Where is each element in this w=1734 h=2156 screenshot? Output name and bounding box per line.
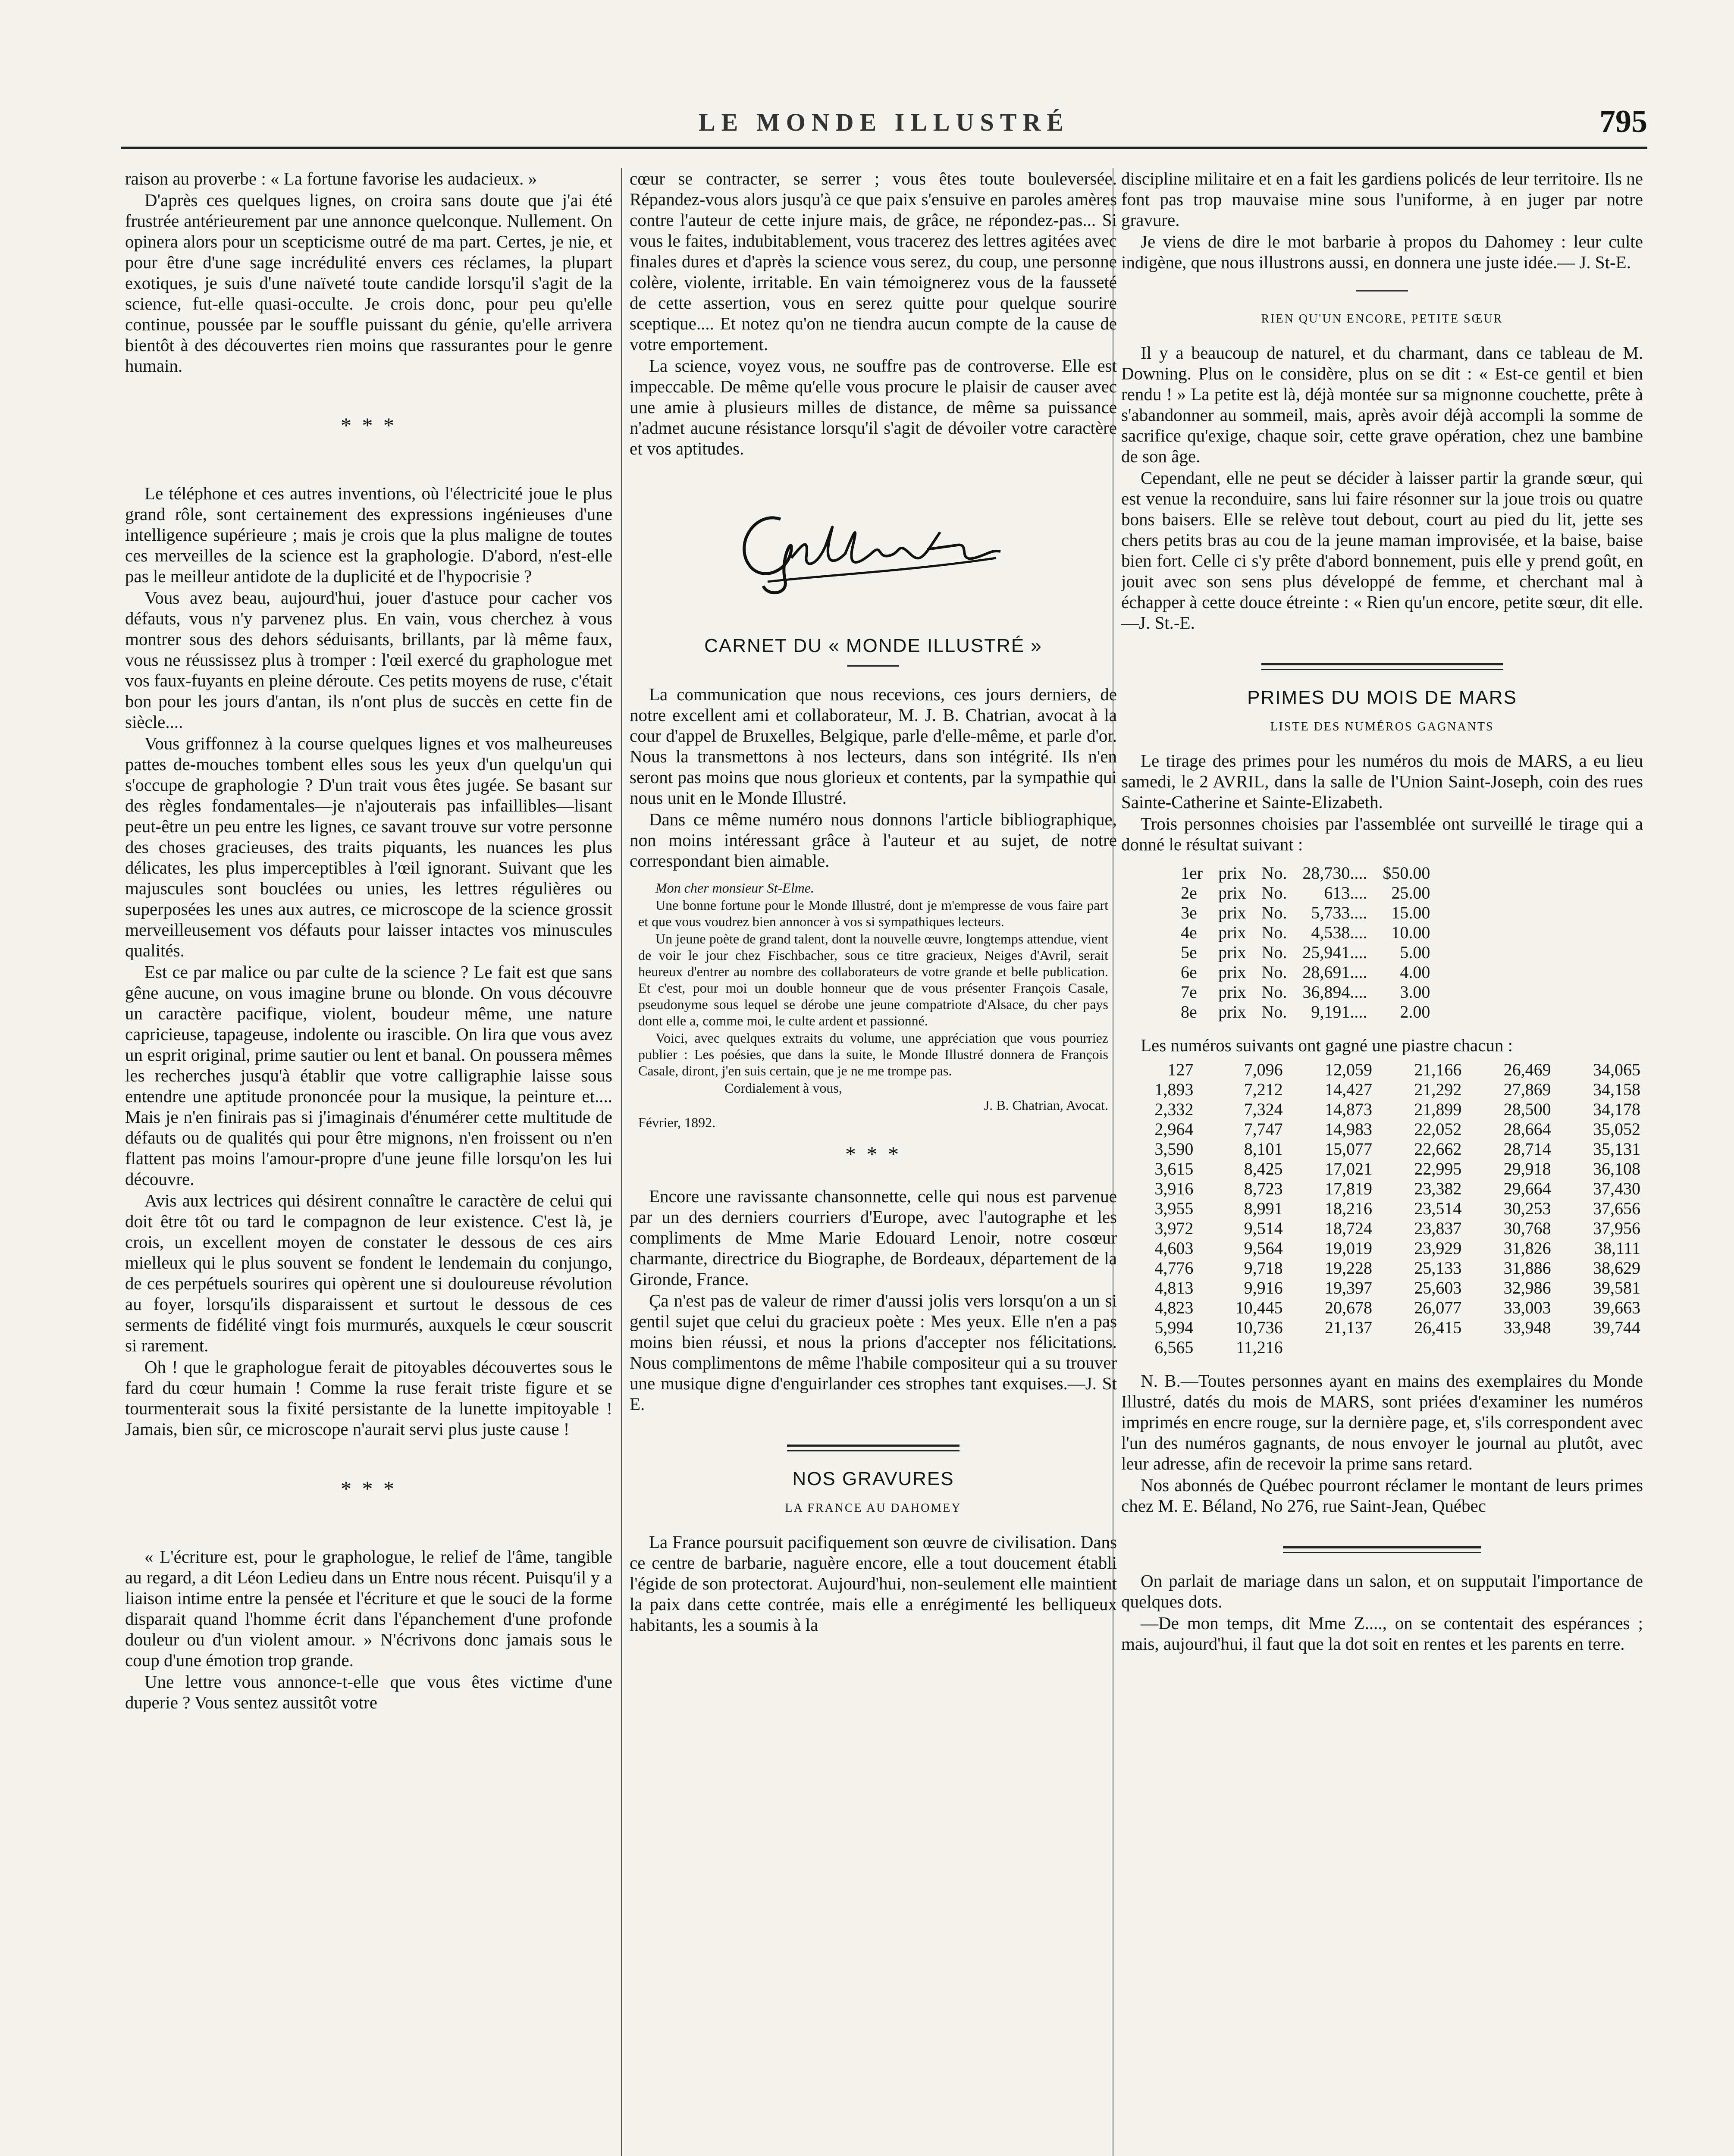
paragraph: —De mon temps, dit Mme Z...., on se contentait des espérances ; mais, aujourd'hui, il faut que la dot soit en rentes et les parents en terre.: [1121, 1613, 1643, 1654]
paragraph: Dans ce même numéro nous donnons l'article bibliographique, non moins intéressant grâce à l'auteur et au sujet, de notre correspondant bien aimable.: [630, 809, 1117, 871]
winning-number: 36,108: [1593, 1159, 1640, 1178]
winning-number: 38,111: [1594, 1238, 1640, 1258]
paragraph: raison au proverbe : « La fortune favorise les audacieux. »: [125, 169, 537, 188]
numbers-row: [1121, 1318, 1643, 1338]
winning-number: 25,133: [1414, 1258, 1462, 1278]
section-subtitle: LISTE DES NUMÉROS GAGNANTS: [1270, 720, 1494, 733]
prize-row: [1173, 943, 1438, 962]
prize-no: No.: [1261, 903, 1287, 922]
winning-number: 28,664: [1503, 1119, 1551, 1139]
numbers-row: [1121, 1298, 1643, 1318]
winning-number: 12,059: [1324, 1060, 1372, 1079]
winning-number: 22,052: [1414, 1119, 1462, 1139]
prize-row: [1173, 1002, 1438, 1022]
winning-number: 22,995: [1414, 1159, 1462, 1178]
winning-number: 20,678: [1324, 1298, 1372, 1317]
prize-number: 4,538....: [1311, 923, 1367, 942]
winning-number: 7,324: [1244, 1100, 1283, 1119]
winning-number: 22,662: [1414, 1139, 1462, 1159]
winning-number: 10,736: [1235, 1318, 1283, 1337]
paragraph: Ça n'est pas de valeur de rimer d'aussi jolis vers lorsqu'on a un si gentil sujet que celui du gracieux poète : Mes yeux. Elle n'en a pas moins bien réussi, et nous la prions d'accepter nos félicitations. Nous complimentons de même l'habile compositeur qui a su trouver une musique digne d'enguirlander ces strophes tant exquises.—J. St E.: [630, 1291, 1117, 1414]
winning-number: 35,052: [1593, 1119, 1640, 1139]
prize-row: [1173, 982, 1438, 1002]
winning-number: 9,718: [1244, 1258, 1283, 1278]
winning-number: 1,893: [1154, 1080, 1194, 1099]
prize-amount: 5.00: [1400, 943, 1430, 962]
paragraph: Vous avez beau, aujourd'hui, jouer d'astuce pour cacher vos défauts, vous n'y parvenez plus. En vain, vous cherchez à vous montrer sous des dehors séduisants, brillants, par là même faux, vous ne réussissez plus à tromper : l'œil exercé du graphologue met vos faux-fuyants en pleine déroute. Ces petits moyens de ruse, c'était bon pour les jours d'antan, ils n'ont plus de succès en cette fin de siècle....: [125, 588, 612, 732]
numbers-row: [1121, 1159, 1643, 1179]
prize-row: [1173, 903, 1438, 923]
winning-number: 21,137: [1324, 1318, 1372, 1337]
signature-gilberte: [716, 493, 1018, 597]
section-subtitle: RIEN QU'UN ENCORE, PETITE SŒUR: [1261, 312, 1503, 326]
prize-row: [1173, 962, 1438, 982]
signature-block: [630, 476, 1117, 618]
winning-number: 3,972: [1154, 1219, 1194, 1238]
prize-rank: 1er: [1181, 863, 1203, 883]
paragraph: La communication que nous recevions, ces jours derniers, de notre excellent ami et collaborateur, M. J. B. Chatrian, avocat à la cour d'appel de Bruxelles, Belgique, parle d'elle-même, et parle d'or. Nous la transmettons à nos lecteurs, dans son intégrité. Ils n'en seront pas moins que nous glorieux et contents, par la sympathie qui nous unit en le Monde Illustré.: [630, 684, 1117, 808]
numbers-row: [1121, 1219, 1643, 1238]
prize-row: [1173, 863, 1438, 883]
prize-no: No.: [1261, 883, 1287, 903]
paragraph: cœur se contracter, se serrer ; vous êtes toute bouleversée. Répandez-vous alors jusqu'à ce que paix s'ensuive en paroles amères contre l'auteur de cette injure mais, de grâce, ne répondez-pas... Si vous le faites, indubitablement, vous tracerez des lettres agitées avec finales dures et d'après la science vous serez, du coup, une personne colère, violente, irritable. En vain témoignerez vous de la fausseté de cette assertion, vous en serez quitte pour quelque sourire sceptique.... Et notez qu'on ne tiendra aucun compte de la cause de votre emportement.: [630, 169, 1117, 354]
numbers-row: [1121, 1199, 1643, 1219]
winning-number: 14,427: [1324, 1080, 1372, 1099]
letter-signature: J. B. Chatrian, Avocat.: [984, 1097, 1108, 1113]
winning-number: 5,994: [1154, 1318, 1194, 1337]
prize-label: prix: [1218, 903, 1246, 922]
prize-rank: 8e: [1181, 1002, 1197, 1022]
running-title: LE MONDE ILLUSTRÉ: [698, 108, 1070, 136]
winning-number: 26,469: [1503, 1060, 1551, 1079]
prize-rank: 6e: [1181, 962, 1197, 982]
winning-number: 2,332: [1154, 1100, 1194, 1119]
prize-number: 613....: [1324, 883, 1367, 903]
prize-amount: 25.00: [1391, 883, 1430, 903]
prize-amount: $50.00: [1383, 863, 1430, 883]
winning-number: 29,664: [1503, 1179, 1551, 1198]
winning-number: 23,837: [1414, 1219, 1462, 1238]
winning-number: 4,813: [1154, 1278, 1194, 1297]
prize-rank: 3e: [1181, 903, 1197, 922]
paragraph: Vous griffonnez à la course quelques lignes et vos malheureuses pattes de-mouches tombent elles sous les yeux d'un quelqu'un qui s'occupe de graphologie ? D'un trait vous êtes jugée. Se basant sur des règles fondamentales—je n'ajouterais pas infaillibles—lisant peut-être un peu entre les lignes, ce savant trouve sur votre personne des choses gracieuses, des traits piquants, les nuances les plus délicates, les plus imperceptibles à l'œil ignorant. Suivant que les majuscules sont bouclées ou unies, les lettres régulières ou superposées les unes aux autres, ce microscope de la science grossit merveilleusement vos défauts pour laisser intactes vos minuscules qualités.: [125, 733, 612, 960]
winning-number: 23,382: [1414, 1179, 1462, 1198]
numbers-row: [1121, 1238, 1643, 1258]
prize-number: 25,941....: [1302, 943, 1367, 962]
prize-label: prix: [1218, 923, 1246, 942]
winning-number: 19,397: [1324, 1278, 1372, 1297]
winning-number: 8,101: [1244, 1139, 1283, 1159]
winning-number: 8,723: [1244, 1179, 1283, 1198]
winning-number: 29,918: [1503, 1159, 1551, 1178]
prize-number: 36,894....: [1302, 982, 1367, 1002]
winning-number: 14,983: [1324, 1119, 1372, 1139]
numbers-row: [1121, 1100, 1643, 1119]
letter-block: [638, 880, 1108, 1131]
winning-number: 7,747: [1244, 1119, 1283, 1139]
winning-number: 39,744: [1593, 1318, 1640, 1337]
section-rule: [787, 1445, 960, 1451]
section-stars: * * *: [845, 1142, 901, 1166]
section-title-primes: PRIMES DU MOIS DE MARS: [1247, 687, 1517, 708]
winning-number: 19,019: [1324, 1238, 1372, 1258]
winning-number: 18,216: [1324, 1199, 1372, 1218]
winning-number: 7,096: [1244, 1060, 1283, 1079]
winning-number: 21,899: [1414, 1100, 1462, 1119]
winning-number: 15,077: [1324, 1139, 1372, 1159]
running-head: [121, 104, 1647, 149]
winning-number: 39,663: [1593, 1298, 1640, 1317]
winning-number: 37,956: [1593, 1219, 1640, 1238]
prize-amount: 10.00: [1391, 923, 1430, 942]
prize-label: prix: [1218, 982, 1246, 1002]
paragraph: Les numéros suivants ont gagné une piastre chacun :: [1141, 1035, 1513, 1055]
winning-number: 3,916: [1154, 1179, 1194, 1198]
prize-amount: 15.00: [1391, 903, 1430, 922]
section-rule: [1356, 290, 1408, 291]
letter-close: Cordialement à vous,: [724, 1080, 842, 1096]
winning-number: 33,948: [1503, 1318, 1551, 1337]
winning-number: 3,955: [1154, 1199, 1194, 1218]
winning-number: 11,216: [1236, 1338, 1283, 1357]
column-2: [630, 168, 1117, 2156]
winning-number: 3,615: [1154, 1159, 1194, 1178]
winning-number: 39,581: [1593, 1278, 1640, 1297]
winning-number: [1286, 1338, 1375, 1357]
paragraph: La France poursuit pacifiquement son œuvre de civilisation. Dans ce centre de barbarie, naguère encore, elle a tout doucement établi l'égide de son protectorat. Aujourd'hui, non-seulement elle maintient la paix dans cette contrée, mais elle a enrégimenté les belliqueux habitants, les a soumis à la: [630, 1532, 1117, 1635]
prize-no: No.: [1261, 982, 1287, 1002]
winning-number: 6,565: [1154, 1338, 1194, 1357]
winning-numbers-table: [1121, 1060, 1643, 1357]
winning-number: 33,003: [1503, 1298, 1551, 1317]
winning-number: 25,603: [1414, 1278, 1462, 1297]
prize-rank: 5e: [1181, 943, 1197, 962]
numbers-row: [1121, 1278, 1643, 1298]
paragraph: Est ce par malice ou par culte de la science ? Le fait est que sans gêne aucune, on vous imagine brune ou blonde. On vous découvre un caractère pacifique, violent, boudeur même, une nature capricieuse, tapageuse, indolente ou irascible. On lira que vous avez un esprit original, prime sautier ou lent et banal. On poussera mêmes les recherches jusqu'à établir que votre calligraphie laisse sous entendre une aptitude prononcée pour la musique, la peinture et.... Mais je n'en finirais pas si j'imaginais d'énumérer cette multitude de défauts ou de qualités qui pour être mignons, n'en froissent ou n'en flattent pas moins l'amour-propre d'une jeune fille lorsqu'on les lui découvre.: [125, 962, 612, 1189]
winning-number: 31,886: [1503, 1258, 1551, 1278]
prize-no: No.: [1261, 1002, 1287, 1022]
page-number: 795: [1599, 104, 1647, 139]
paragraph: On parlait de mariage dans un salon, et on supputait l'importance de quelques dots.: [1121, 1571, 1643, 1611]
column-divider: [621, 168, 622, 2156]
prize-rank: 7e: [1181, 982, 1197, 1002]
winning-number: 34,158: [1593, 1080, 1640, 1099]
winning-number: 23,929: [1414, 1238, 1462, 1258]
prize-amount: 2.00: [1400, 1002, 1430, 1022]
letter-salutation: Mon cher monsieur St-Elme.: [655, 880, 814, 896]
winning-number: 31,826: [1503, 1238, 1551, 1258]
paragraph: Le téléphone et ces autres inventions, où l'électricité joue le plus grand rôle, sont certainement des expressions ingénieuses d'une intelligence supérieure ; mais je crois que la plus maligne de toutes ces merveilles de la science est la graphologie. D'abord, n'est-elle pas le meilleur antidote de la duplicité et de l'hypocrisie ?: [125, 483, 612, 586]
winning-number: 30,768: [1503, 1219, 1551, 1238]
winning-number: [1554, 1338, 1643, 1357]
section-subtitle: LA FRANCE AU DAHOMEY: [785, 1501, 962, 1515]
section-stars: * * *: [341, 413, 397, 437]
prize-label: prix: [1218, 962, 1246, 982]
column-3: [1121, 168, 1643, 2156]
prize-number: 5,733....: [1311, 903, 1367, 922]
winning-number: 4,823: [1154, 1298, 1194, 1317]
winning-number: 38,629: [1593, 1258, 1640, 1278]
letter-paragraph: Un jeune poète de grand talent, dont la nouvelle œuvre, longtemps attendue, vient de voir le jour chez Fischbacher, sous ce titre gracieux, Neiges d'Avril, serait heureux d'entrer au nombre des collaborateurs de votre grande et belle publication. Et c'est, pour moi un double honneur que de vous présenter François Casale, pseudonyme sous lequel se dérobe une jeune compatriote d'Alsace, du cher pays dont elle a, comme moi, le culte ardent et passionné.: [638, 931, 1108, 1028]
prize-rank: 2e: [1181, 883, 1197, 903]
paragraph: « L'écriture est, pour le graphologue, le relief de l'âme, tangible au regard, a dit Léon Ledieu dans un Entre nous récent. Puisqu'il y a liaison intime entre la pensée et l'écriture et que le souci de la forme disparait quand l'homme écrit dans l'épanchement d'une profonde douleur ou d'un violent amour. » N'écrivons donc jamais sous le coup d'une émotion trop grande.: [125, 1547, 612, 1670]
winning-number: 10,445: [1235, 1298, 1283, 1317]
paragraph: Cependant, elle ne peut se décider à laisser partir la grande sœur, qui est venue la reconduire, sans lui faire résonner sur la joue trois ou quatre bons baisers. Elle se relève tout debout, court au pied du lit, jette ses chers petits bras au cou de la jeune maman improvisée, et la baise, baise bien fort. Celle ci s'y prête d'abord bonnement, puis elle y prend goût, en jouit avec son sens plus développé de femme, et cherchant mal à échapper à cette douce étreinte : « Rien qu'un encore, petite sœur, dit elle.—J. St.-E.: [1121, 468, 1643, 633]
winning-number: 34,178: [1593, 1100, 1640, 1119]
section-title-gravures: NOS GRAVURES: [792, 1468, 954, 1489]
winning-number: 8,991: [1244, 1199, 1283, 1218]
winning-number: 14,873: [1324, 1100, 1372, 1119]
paragraph: D'après ces quelques lignes, on croira sans doute que j'ai été frustrée antérieurement par une annonce quelconque. Nullement. On opinera alors pour un scepticisme outré de ma part. Certes, je nie, et pour être d'une sage incrédulité envers ces réclames, la plupart exotiques, je suis d'une naïveté toute candide lorsqu'il s'agit de la science, fut-elle quasi-occulte. Je crois donc, pour peu qu'elle continue, poussée par le souffle puissant du génie, qu'elle arrivera bientôt à des découvertes rien moins que rassurantes pour le genre humain.: [125, 190, 612, 376]
prize-no: No.: [1261, 923, 1287, 942]
winning-number: 21,292: [1414, 1080, 1462, 1099]
section-stars: * * *: [341, 1476, 397, 1501]
section-rule: [1283, 1546, 1481, 1553]
winning-number: 127: [1167, 1060, 1194, 1079]
winning-number: 37,656: [1593, 1199, 1640, 1218]
winning-number: 32,986: [1503, 1278, 1551, 1297]
winning-number: [1375, 1338, 1464, 1357]
winning-number: [1464, 1338, 1553, 1357]
prize-label: prix: [1218, 943, 1246, 962]
prize-number: 9,191....: [1311, 1002, 1367, 1022]
numbers-row: [1121, 1080, 1643, 1100]
paragraph: Le tirage des primes pour les numéros du mois de MARS, a eu lieu samedi, le 2 AVRIL, dans la salle de l'Union Saint-Joseph, coin des rues Sainte-Catherine et Sainte-Elizabeth.: [1121, 751, 1643, 812]
section-rule: [1261, 663, 1503, 670]
winning-number: 34,065: [1593, 1060, 1640, 1079]
prize-no: No.: [1261, 943, 1287, 962]
prize-row: [1173, 883, 1438, 903]
numbers-row: [1121, 1139, 1643, 1159]
section-rule: [847, 665, 899, 667]
winning-number: 8,425: [1244, 1159, 1283, 1178]
winning-number: 28,500: [1503, 1100, 1551, 1119]
paragraph: Avis aux lectrices qui désirent connaître le caractère de celui qui doit être tôt ou tard le compagnon de leur existence. C'est là, je crois, un excellent moyen de constater le dessous de ces airs mielleux qui le plus souvent se fondent le lendemain du conjungo, de ces perpétuels sourires qui opèrent une si douloureuse révolution au foyer, lorsqu'ils disparaissent et surtout le dessous de ces serments de fidélité vingt fois murmurés, auxquels le cœur souscrit si rarement.: [125, 1191, 612, 1355]
winning-number: 2,964: [1154, 1119, 1194, 1139]
winning-number: 26,077: [1414, 1298, 1462, 1317]
letter-date: Février, 1892.: [638, 1115, 716, 1130]
winning-number: 7,212: [1244, 1080, 1283, 1099]
prize-table: [1173, 863, 1438, 1022]
winning-number: 3,590: [1154, 1139, 1194, 1159]
winning-number: 30,253: [1503, 1199, 1551, 1218]
prize-rank: 4e: [1181, 923, 1197, 942]
winning-number: 19,228: [1324, 1258, 1372, 1278]
paragraph: Encore une ravissante chansonnette, celle qui nous est parvenue par un des derniers courriers d'Europe, avec l'autographe et les compliments de Mme Marie Edouard Lenoir, notre cosœur charmante, directrice du Biographe, de Bordeaux, département de la Gironde, France.: [630, 1186, 1117, 1289]
letter-paragraph: Une bonne fortune pour le Monde Illustré, dont je m'empresse de vous faire part et que vous voudrez bien annoncer à vos si sympathiques lecteurs.: [638, 897, 1108, 929]
winning-number: 37,430: [1593, 1179, 1640, 1198]
numbers-row: [1121, 1060, 1643, 1080]
section-title-carnet: CARNET DU « MONDE ILLUSTRÉ »: [704, 635, 1042, 656]
paragraph: Une lettre vous annonce-t-elle que vous êtes victime d'une duperie ? Vous sentez aussitôt votre: [125, 1672, 612, 1712]
paragraph: discipline militaire et en a fait les gardiens policés de leur territoire. Ils ne font pas trop mauvaise mine sous l'uniforme, à en juger par notre gravure.: [1121, 169, 1643, 230]
winning-number: 21,166: [1414, 1060, 1462, 1079]
paragraph: N. B.—Toutes personnes ayant en mains des exemplaires du Monde Illustré, datés du mois de MARS, sont priées d'examiner les numéros imprimés en encre rouge, sur la dernière page, et, s'ils correspondent avec l'un des numéros gagnants, de nous envoyer le journal au plutôt, avec leur adresse, afin de recevoir la prime sans retard.: [1121, 1371, 1643, 1473]
winning-number: 28,714: [1503, 1139, 1551, 1159]
prize-number: 28,691....: [1302, 962, 1367, 982]
numbers-row: [1121, 1119, 1643, 1139]
prize-amount: 3.00: [1400, 982, 1430, 1002]
prize-amount: 4.00: [1400, 962, 1430, 982]
prize-number: 28,730....: [1302, 863, 1367, 883]
prize-no: No.: [1261, 863, 1287, 883]
winning-number: 9,564: [1244, 1238, 1283, 1258]
paragraph: Nos abonnés de Québec pourront réclamer le montant de leurs primes chez M. E. Béland, No 276, rue Saint-Jean, Québec: [1121, 1475, 1643, 1516]
winning-number: 26,415: [1414, 1318, 1462, 1337]
numbers-row: [1121, 1338, 1643, 1357]
letter-paragraph: Voici, avec quelques extraits du volume, une appréciation que vous pourriez publier : Les poésies, que dans la suite, le Monde Illustré donnera de François Casale, diront, j'en suis certain, que je ne me trompe pas.: [638, 1030, 1108, 1078]
winning-number: 18,724: [1324, 1219, 1372, 1238]
winning-number: 17,819: [1324, 1179, 1372, 1198]
winning-number: 9,514: [1244, 1219, 1283, 1238]
winning-number: 9,916: [1244, 1278, 1283, 1297]
winning-number: 17,021: [1324, 1159, 1372, 1178]
prize-label: prix: [1218, 883, 1246, 903]
numbers-row: [1121, 1179, 1643, 1199]
paragraph: La science, voyez vous, ne souffre pas de controverse. Elle est impeccable. De même qu'elle vous procure le plaisir de causer avec une amie à plusieurs milles de distance, de même sa puissance n'admet aucune résistance lorsqu'il s'agit de dévoiler votre caractère et vos aptitudes.: [630, 356, 1117, 458]
prize-label: prix: [1218, 1002, 1246, 1022]
paragraph: Oh ! que le graphologue ferait de pitoyables découvertes sous le fard du cœur humain ! Comme la ruse ferait triste figure et se tourmenterait sous la fixité persistante de la lunette impitoyable ! Jamais, bien sûr, ce microscope n'aurait servi plus juste cause !: [125, 1357, 612, 1439]
paragraph: Trois personnes choisies par l'assemblée ont surveillé le tirage qui a donné le résultat suivant :: [1121, 814, 1643, 854]
numbers-row: [1121, 1258, 1643, 1278]
paragraph: Il y a beaucoup de naturel, et du charmant, dans ce tableau de M. Downing. Plus on le considère, plus on se dit : « Est-ce gentil et bien rendu ! » La petite est là, déjà montée sur sa mignonne couchette, prête à s'abandonner au sommeil, mais, après avoir déjà accompli la somme de sacrifice qu'exige, chaque soir, cette grave opération, chez une bambine de son âge.: [1121, 343, 1643, 466]
column-1: [125, 168, 612, 2156]
winning-number: 27,869: [1503, 1080, 1551, 1099]
prize-no: No.: [1261, 962, 1287, 982]
winning-number: 23,514: [1414, 1199, 1462, 1218]
paragraph: Je viens de dire le mot barbarie à propos du Dahomey : leur culte indigène, que nous illustrons aussi, en donnera une juste idée.— J. St-E.: [1121, 232, 1643, 272]
winning-number: 4,603: [1154, 1238, 1194, 1258]
winning-number: 35,131: [1593, 1139, 1640, 1159]
winning-number: 4,776: [1154, 1258, 1194, 1278]
prize-label: prix: [1218, 863, 1246, 883]
prize-row: [1173, 923, 1438, 943]
